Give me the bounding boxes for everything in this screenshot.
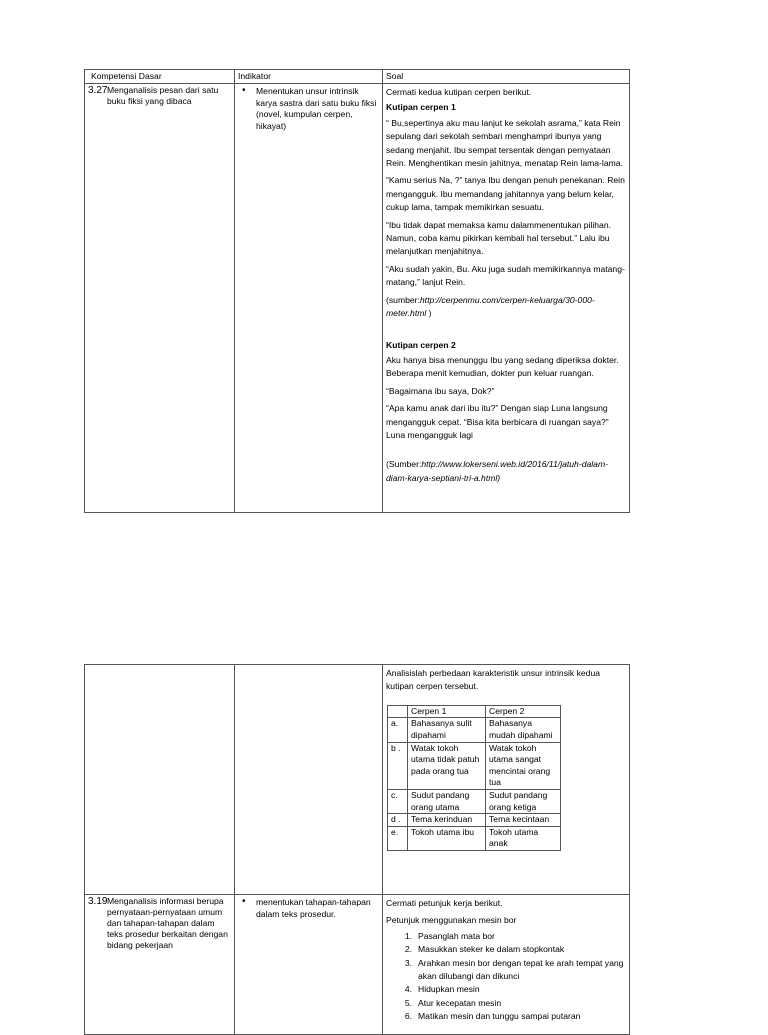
header-soal: Soal bbox=[383, 70, 630, 84]
option-row-b bbox=[388, 742, 561, 789]
kutipan-1-paragraph: “ Bu,sepertinya aku mau lanjut ke sekolah asrama,” kata Rein sepulang dari sekolah sembari menghampri ibunya yang sedang menjahit. Ibu sempat tersentak dengan pernyataan Rein. Menghentikan mesin jahitnya, menatap Rein lama-lama. bbox=[386, 117, 623, 169]
option-cerpen-2: Tokoh utama anak bbox=[486, 826, 561, 850]
option-letter: a. bbox=[388, 718, 408, 742]
header-indikator: Indikator bbox=[235, 70, 383, 84]
source-prefix: (sumber: bbox=[386, 294, 420, 305]
option-cerpen-2: Sudut pandang orang ketiga bbox=[486, 789, 561, 813]
option-letter: b . bbox=[388, 742, 408, 789]
indikator-cell bbox=[235, 895, 383, 1035]
kutipan-1-title: Kutipan cerpen 1 bbox=[386, 102, 456, 113]
option-letter: d . bbox=[388, 814, 408, 827]
source-url: http://cerpenmu.com/cerpen-keluarga/30-000-meter.html bbox=[386, 294, 595, 319]
header-kompetensi-dasar: Kompetensi Dasar bbox=[85, 70, 235, 84]
kd-cell bbox=[85, 84, 235, 513]
indikator-cell bbox=[235, 84, 383, 513]
list-item bbox=[386, 943, 626, 956]
step-text: Arahkan mesin bor dengan tepat ke arah tempat yang akan dilubangi dan dikunci bbox=[418, 957, 624, 982]
option-letter: c. bbox=[388, 789, 408, 813]
option-cerpen-1: Tokoh utama ibu bbox=[408, 826, 486, 850]
option-cerpen-2: Watak tokoh utama sangat mencintai orang tua bbox=[486, 742, 561, 789]
option-cerpen-2: Bahasanya mudah dipahami bbox=[486, 718, 561, 742]
kutipan-2-source bbox=[386, 458, 626, 485]
source-suffix: ) bbox=[426, 308, 432, 319]
competency-table-2 bbox=[84, 664, 630, 1035]
option-cerpen-1: Watak tokoh utama tidak patuh pada orang tua bbox=[408, 742, 486, 789]
list-item bbox=[386, 983, 626, 996]
soal-cell bbox=[383, 665, 630, 895]
soal-cell bbox=[383, 895, 630, 1035]
option-letter: e. bbox=[388, 826, 408, 850]
kutipan-2-paragraph: “Apa kamu anak dari ibu itu?” Dengan siap Luna langsung mengangguk cepat. “Bisa kita berbicara di ruangan saya?” Luna mengangguk lagi bbox=[386, 403, 609, 440]
kutipan-1-paragraph: “Ibu tidak dapat memaksa kamu dalammenentukan pilihan. Namun, coba kamu pikirkan kembali hal tersebut.” Lalu ibu melanjutkan menjahitnya. bbox=[386, 219, 611, 257]
step-text: Atur kecepatan mesin bbox=[418, 997, 502, 1008]
options-header-blank bbox=[388, 705, 408, 718]
kutipan-1-paragraph: “Aku sudah yakin, Bu. Aku juga sudah memikirkannya matang-matang,” lanjut Rein. bbox=[386, 263, 625, 288]
table-row bbox=[85, 895, 630, 1035]
options-header-row bbox=[388, 705, 561, 718]
step-number: 4. bbox=[404, 984, 412, 995]
kutipan-1-paragraph: “Kamu serius Na, ?” tanya Ibu dengan penuh penekanan. Rein mengangguk. Ibu memandang jahitannya yang belum kelar, cukup lama, tampak memikirkan sesuatu. bbox=[386, 175, 625, 213]
option-row-a bbox=[388, 718, 561, 742]
source-prefix: (Sumber: bbox=[386, 459, 422, 470]
list-item bbox=[386, 957, 626, 984]
option-cerpen-1: Bahasanya sulit dipahami bbox=[408, 718, 486, 742]
options-header-cerpen-1: Cerpen 1 bbox=[408, 705, 486, 718]
indikator-item: • Menentukan unsur intrinsik karya sastra dari satu buku fiksi (novel, kumpulan cerpen, hikayat) bbox=[238, 84, 379, 132]
list-item bbox=[386, 1010, 626, 1023]
kd-text: Menganalisis informasi berupa pernyataan-pernyataan umum dan tahapan-tahapan dalam teks prosedur berkaitan dengan bidang pekerjaan bbox=[107, 896, 228, 950]
kutipan-2-title: Kutipan cerpen 2 bbox=[386, 339, 456, 350]
option-row-e bbox=[388, 826, 561, 850]
kutipan-2-paragraph: “Bagaimana ibu saya, Dok?” bbox=[386, 385, 495, 396]
table-header-row bbox=[85, 70, 630, 84]
step-number: 6. bbox=[404, 1011, 412, 1022]
indikator-cell-empty bbox=[235, 665, 383, 895]
step-text: Masukkan steker ke dalam stopkontak bbox=[418, 944, 565, 955]
procedure-title: Petunjuk menggunakan mesin bor bbox=[386, 915, 517, 926]
soal-intro: Cermati kedua kutipan cerpen berikut. bbox=[386, 87, 532, 97]
options-header-cerpen-2: Cerpen 2 bbox=[486, 705, 561, 718]
option-cerpen-1: Tema kerinduan bbox=[408, 814, 486, 827]
source-url: http://www.lokerseni.web.id/2016/11/jatuh-dalam-diam-karya-septiani-tri-a.html) bbox=[386, 459, 608, 483]
table-row bbox=[85, 665, 630, 895]
kd-cell bbox=[85, 895, 235, 1035]
soal-cell bbox=[383, 84, 630, 513]
kutipan-1-source bbox=[386, 294, 626, 321]
kd-text: Menganalisis pesan dari satu buku fiksi yang dibaca bbox=[107, 85, 219, 106]
option-row-c bbox=[388, 789, 561, 813]
kd-cell-empty bbox=[85, 665, 235, 895]
list-item bbox=[386, 930, 626, 943]
kd-number: 3.27 bbox=[88, 85, 108, 96]
kd-number: 3.19 bbox=[88, 896, 108, 907]
step-text: Hidupkan mesin bbox=[418, 984, 480, 995]
list-item bbox=[386, 997, 626, 1010]
procedure-steps bbox=[386, 930, 626, 1024]
table-row bbox=[85, 84, 630, 513]
indikator-item: • menentukan tahapan-tahapan dalam teks prosedur. bbox=[238, 895, 379, 920]
step-number: 5. bbox=[404, 997, 412, 1008]
kutipan-2-paragraph: Aku hanya bisa menunggu Ibu yang sedang diperiksa dokter. Beberapa menit kemudian, dokter pun keluar ruangan. bbox=[386, 354, 619, 379]
question-text: Analisislah perbedaan karakteristik unsur intrinsik kedua kutipan cerpen tersebut. bbox=[386, 668, 601, 692]
step-number: 2. bbox=[404, 944, 412, 955]
option-cerpen-1: Sudut pandang orang utama bbox=[408, 789, 486, 813]
option-cerpen-2: Tema kecintaan bbox=[486, 814, 561, 827]
option-row-d bbox=[388, 814, 561, 827]
step-text: Pasanglah mata bor bbox=[418, 930, 495, 941]
step-text: Matikan mesin dan tunggu sampai putaran bbox=[418, 1011, 581, 1022]
answer-options-table bbox=[387, 705, 561, 851]
step-number: 1. bbox=[404, 930, 412, 941]
step-number: 3. bbox=[404, 957, 412, 968]
soal-intro: Cermati petunjuk kerja berikut. bbox=[386, 898, 503, 908]
competency-table-1 bbox=[84, 69, 630, 513]
